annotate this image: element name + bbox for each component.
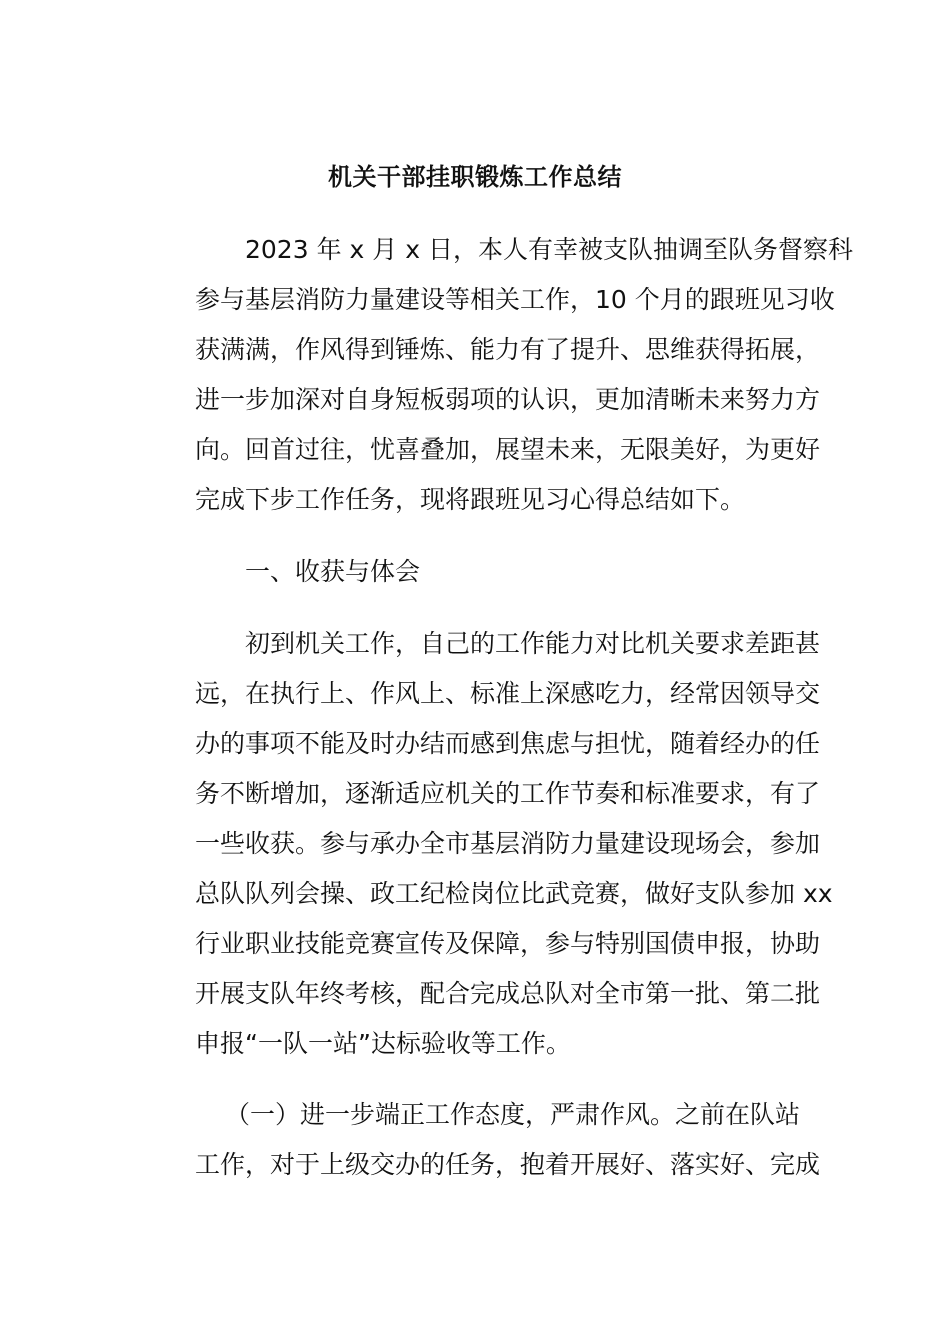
- text-line: 务不断增加，逐渐适应机关的工作节奏和标准要求，有了: [195, 779, 821, 808]
- paragraph-intro: [145, 225, 853, 525]
- section-heading: [145, 547, 805, 597]
- text-line: 获满满，作风得到锤炼、能力有了提升、思维获得拓展，: [195, 335, 821, 364]
- text-line: 一些收获。参与承办全市基层消防力量建设现场会，参加: [195, 829, 821, 858]
- text-line: 工作，对于上级交办的任务，抱着开展好、落实好、完成: [195, 1150, 821, 1179]
- text-line: 总队队列会操、政工纪检岗位比武竞赛，做好支队参加 xx: [195, 879, 833, 908]
- document-title: 机关干部挂职锻炼工作总结: [328, 163, 622, 191]
- paragraph-body: [145, 619, 833, 1069]
- text-line: 远，在执行上、作风上、标准上深感吃力，经常因领导交: [195, 679, 821, 708]
- text-line: 行业职业技能竞赛宣传及保障，参与特别国债申报，协助: [195, 929, 821, 958]
- text-line: 开展支队年终考核，配合完成总队对全市第一批、第二批: [195, 979, 821, 1008]
- text-line: 办的事项不能及时办结而感到焦虑与担忧，随着经办的任: [195, 729, 821, 758]
- text-line: 完成下步工作任务，现将跟班见习心得总结如下。: [195, 485, 746, 514]
- text-line: 进一步加深对自身短板弱项的认识，更加清晰未来努力方: [195, 385, 821, 414]
- paragraph-subsection: [145, 1090, 821, 1190]
- heading-line: 一、收获与体会: [245, 557, 421, 586]
- text-line: 向。回首过往，忧喜叠加，展望未来，无限美好，为更好: [195, 435, 821, 464]
- text-line: 初到机关工作，自己的工作能力对比机关要求差距甚: [245, 629, 821, 658]
- text-line: 参与基层消防力量建设等相关工作，10 个月的跟班见习收: [195, 285, 835, 314]
- text-line: （一）进一步端正工作态度，严肃作风。之前在队站: [225, 1100, 801, 1129]
- text-line: 申报“一队一站”达标验收等工作。: [195, 1029, 571, 1058]
- text-line: 2023 年 x 月 x 日，本人有幸被支队抽调至队务督察科: [245, 235, 853, 264]
